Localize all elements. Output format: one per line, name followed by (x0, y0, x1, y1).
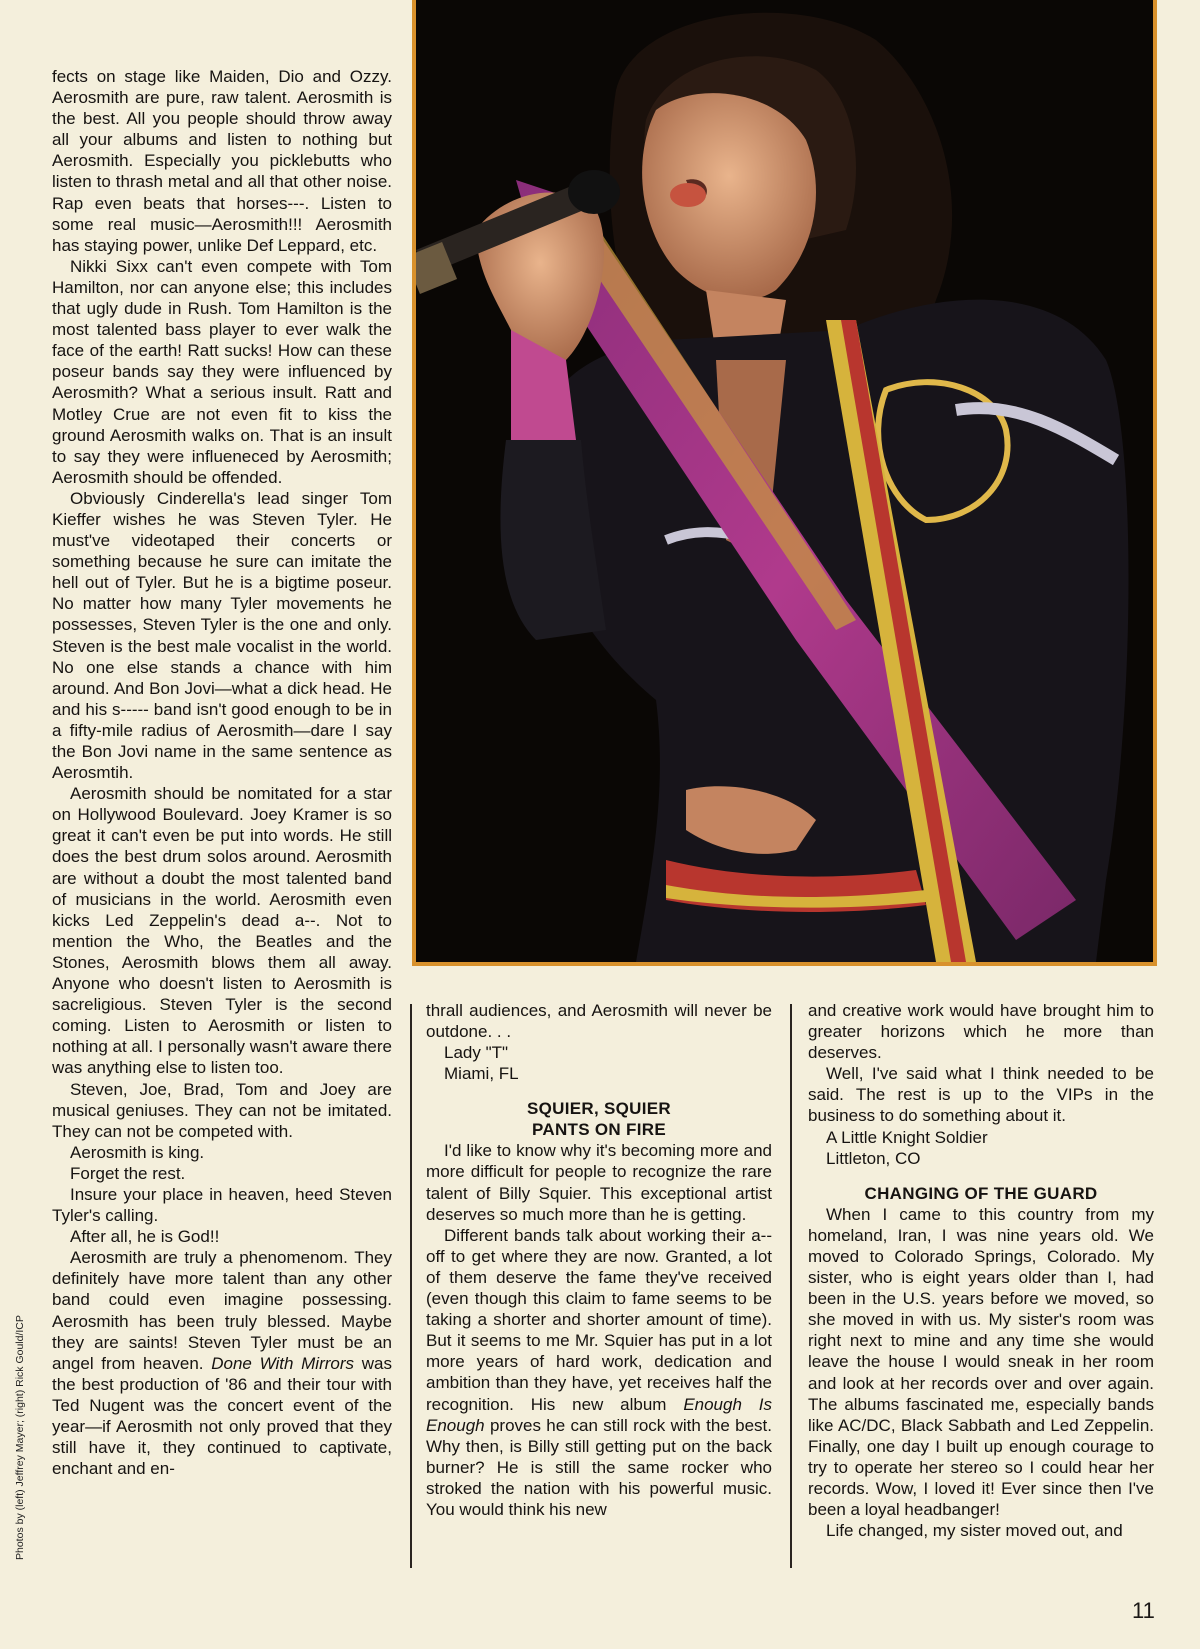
letter-signature: Lady "T" (444, 1043, 509, 1063)
letter-heading (426, 1098, 772, 1140)
paragraph: After all, he is God!! (70, 1227, 220, 1247)
album-title: Enough Is Enough (426, 1394, 772, 1435)
paragraph: Aerosmith should be nomitated for a star on Hollywood Boulevard. Joey Kramer is so great it can't even be put into words. He still does the best drum solos around. Aerosmith are without a doubt the most talented band of musicians in the world. Aerosmith even kicks Led Zeppelin's dead a--. Not to mention the Who, the Beatles and the Stones, Aerosmith blows them all away. Anyone who doesn't listen to Aerosmith is sacreligious. Steven Tyler is the second coming. Listen to Aerosmith or listen to nothing at all. I personally wasn't aware there was anything else to listen too. (52, 784, 392, 1078)
paragraph: Insure your place in heaven, heed Steven Tyler's calling. (52, 1184, 392, 1226)
paragraph (52, 1247, 392, 1479)
paragraph: Steven, Joe, Brad, Tom and Joey are musical geniuses. They can not be imitated. They can not be competed with. (52, 1079, 392, 1141)
letter-heading: CHANGING OF THE GUARD (864, 1183, 1098, 1203)
paragraph: Life changed, my sister moved out, and (826, 1521, 1123, 1541)
paragraph (426, 1225, 772, 1520)
letter-location: Miami, FL (444, 1064, 519, 1084)
paragraph: thrall audiences, and Aerosmith will never be outdone. . . (426, 1001, 772, 1042)
paragraph: I'd like to know why it's becoming more and more difficult for people to recognize the rare talent of Billy Squier. This exceptional artist deserves so much more than he is getting. (426, 1141, 772, 1224)
text-run: Aerosmith are truly a phenomenom. They definitely have more talent than any other band could even imagine possessing. Aerosmith has been truly blessed. Maybe they are saints! Steven Tyler must be an angel from heaven. (52, 1248, 392, 1373)
letter-signature: A Little Knight Soldier (826, 1127, 988, 1147)
text-run: was the best production of '86 and their tour with Ted Nugent was the concert event of the year—if Aerosmith not only proved that they still have it, they continued to captivate, enchant and en- (52, 1353, 392, 1479)
paragraph: When I came to this country from my homeland, Iran, I was nine years old. We moved to Colorado Springs, Colorado. My sister, who is eight years older than I, had been in the U.S. years before we moved, so she moved in with us. My sister's room was right next to mine and any time she would leave the house I would sneak in her room and look at her records over and over again. The albums fascinated me, especially bands like AC/DC, Black Sabbath and Led Zeppelin. Finally, one day I built up enough courage to try to operate her stereo so I could hear her records. Wow, I loved it! Ever since then I've been a loyal headbanger! (808, 1204, 1154, 1520)
paragraph: Well, I've said what I think needed to be said. The rest is up to the VIPs in the business to do something about it. (808, 1064, 1154, 1126)
letter-column-3 (808, 1000, 1154, 1541)
paragraph: and creative work would have brought him to greater horizons which he more than deserves. (808, 1001, 1154, 1063)
paragraph: Nikki Sixx can't even compete with Tom Hamilton, nor can anyone else; this includes that ugly dude in Rush. Tom Hamilton is the most talented bass player to ever walk the face of the earth! Ratt sucks! How can these poseur bands say they were influenced by Aerosmith? What a serious insult. Ratt and Motley Crue are not even fit to kiss the ground Aerosmith walks on. That is an insult to say they were influeneced by Aerosmith; Aerosmith should be offended. (52, 256, 392, 487)
text-run: proves he can still rock with the best. Why then, is Billy still getting put on the back burner? He is still the same rocker who stroked the nation with his powerful music. You would think his new (426, 1415, 772, 1519)
heading-line: PANTS ON FIRE (532, 1120, 666, 1140)
concert-photo (412, 0, 1157, 966)
letter-location: Littleton, CO (826, 1148, 921, 1168)
photo-credit: Photos by (left) Jeffrey Mayer; (right) Rick Gould/ICP (14, 1315, 26, 1560)
text-run: Different bands talk about working their a-- off to get where they are now. Granted, a lot of them deserve the fame they've received (even though this claim to fame seems to be taking a shorter and shorter amount of time). But it seems to me Mr. Squier has put in a lot more years of hard work, dedication and ambition than they have, yet receives half the recognition. His new album (426, 1225, 772, 1414)
paragraph: fects on stage like Maiden, Dio and Ozzy. Aerosmith are pure, raw talent. Aerosmith is the best. All you people should throw away all your albums and listen to nothing but Aerosmith. Especially you picklebutts who listen to thrash metal and all that other noise. Rap even beats that horses---. Listen to some real music—Aerosmith!!! Aerosmith has staying power, unlike Def Leppard, etc. (52, 67, 392, 255)
heading-line: SQUIER, SQUIER (526, 1099, 671, 1119)
album-title: Done With Mirrors (211, 1353, 355, 1373)
letter-column-1 (52, 66, 392, 1479)
page-number: 11 (1132, 1598, 1155, 1623)
column-divider (790, 1004, 792, 1568)
column-divider (410, 1004, 412, 1568)
paragraph: Aerosmith is king. (70, 1142, 205, 1162)
letter-column-2 (426, 1000, 772, 1520)
singer-illustration (416, 0, 1153, 962)
paragraph: Forget the rest. (70, 1163, 186, 1183)
paragraph: Obviously Cinderella's lead singer Tom Kieffer wishes he was Steven Tyler. He must've videotaped their concerts or something because he sure can imitate the hell out of Tyler. But he is a bigtime poseur. No matter how many Tyler movements he possesses, Steven Tyler is the one and only. Steven is the best male vocalist in the world. No one else stands a chance with him around. And Bon Jovi—what a dick head. He and his s----- band isn't good enough to be in a fifty-mile radius of Aerosmith—dare I say the Bon Jovi name in the same sentence as Aerosmtih. (52, 488, 392, 783)
